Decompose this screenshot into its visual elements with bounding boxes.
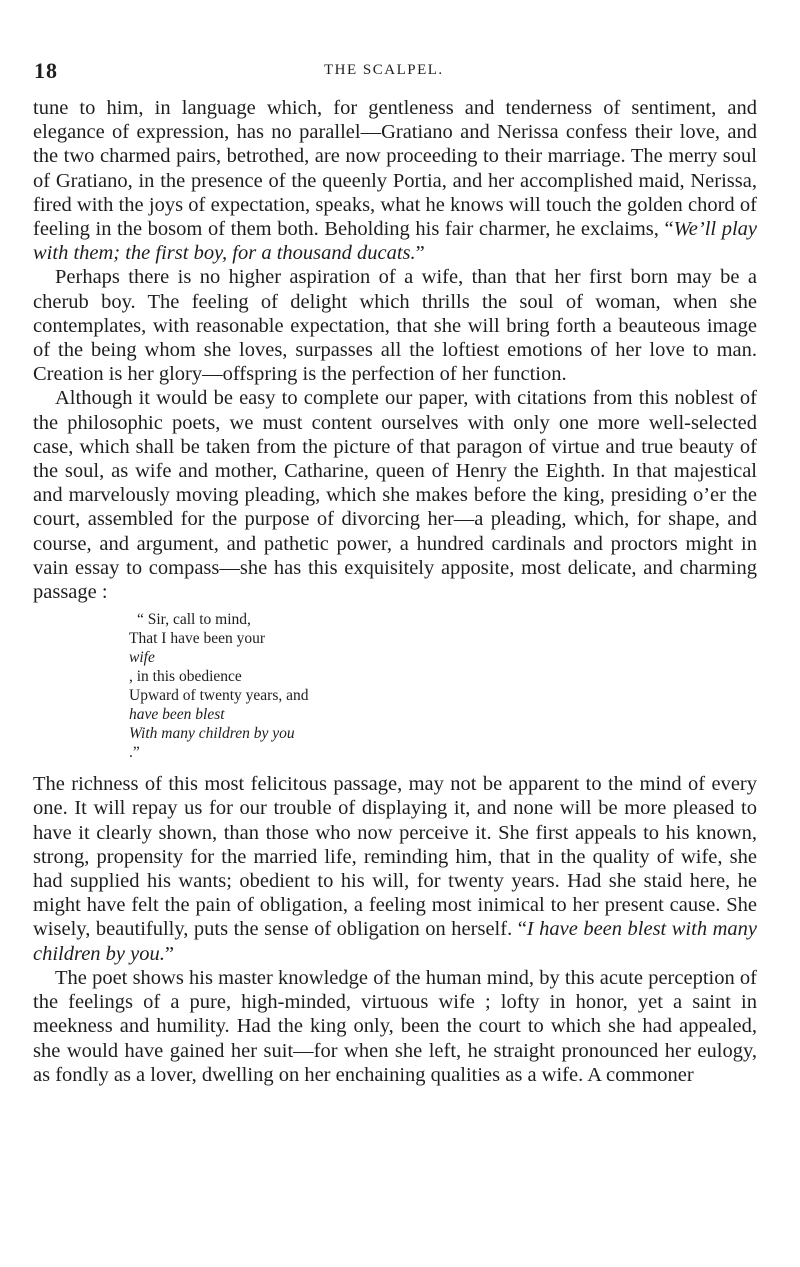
closing-quote-mark: ” [415, 242, 425, 265]
quote-line-4-end: .” [129, 744, 140, 762]
gratiano-quote: We’ll play with them; the first boy, for a thousand ducats. [33, 218, 757, 265]
quote-line-2-end: , in this obedience [129, 668, 242, 686]
quote-line-3-emphasis: have been blest [129, 706, 225, 724]
paragraph-4 [33, 772, 757, 966]
quote-line-1: “ Sir, call to mind, [137, 611, 251, 629]
paragraph-5: The poet shows his master knowledge of the human mind, by this acute perception of the feelings of a pure, high-minded, virtuous wife ; lofty in honor, yet a saint in meekness and humility. Had the king only, been the court to which she had appealed, she would have gained her suit—for when she left, he straight pronounced her eulogy, as fondly as a lover, dwelling on her enchaining qualities as a wife. A commoner [33, 966, 757, 1086]
paragraph-1-text: tune to him, in language which, for gentleness and tenderness of sentiment, and elegance of expression, has no parallel—Gratiano and Nerissa confess their love, and the two charmed pairs, betrothed, are now proceeding to their marriage. The merry soul of Gratiano, in the presence of the queenly Portia, and her accomplished maid, Nerissa, fired with the joys of expectation, speaks, what he knows will touch the golden chord of feeling in the bosom of them both. Beholding his fair charmer, he exclaims, “ [33, 97, 757, 241]
paragraph-1 [33, 96, 757, 265]
paragraph-4-text: The richness of this most felicitous passage, may not be apparent to the mind of every one. It will repay us for our trouble of displaying it, and none will be more pleased to have it clearly shown, than those who now perceive it. She first appeals to his known, strong, propensity for the married life, reminding him, that in the quality of wife, she had supplied his wants; obedient to his will, for twenty years. Had she staid here, he might have felt the pain of obligation, a feeling most inimical to her present cause. She wisely, beautifully, puts the sense of obligation on herself. “ [33, 773, 757, 941]
quote-line-2 [129, 629, 757, 686]
page-number: 18 [34, 58, 58, 83]
quote-line-3 [129, 686, 757, 724]
paragraph-3: Although it would be easy to complete our paper, with citations from this noblest of the philosophic poets, we must content ourselves with only one more well-selected case, which shall be taken from the picture of that paragon of virtue and true beauty of the soul, as wife and mother, Catharine, queen of Henry the Eighth. In that majestical and marvelously moving pleading, which she makes before the king, presiding o’er the court, assembled for the purpose of divorcing her—a pleading, which, for shape, and course, and argument, and pathetic power, a hundred cardinals and proctors might in vain essay to compass—she has this exquisitely apposite, most delicate, and charming passage : [33, 387, 757, 604]
paragraph-2: Perhaps there is no higher aspiration of a wife, than that her first born may be a cherub boy. The feeling of delight which thrills the soul of woman, when she contemplates, with reasonable expectation, that she will bring forth a beauteous image of the being whom she loves, surpasses all the loftiest emotions of her love to man. Creation is her glory—offspring is the perfection of her function. [33, 266, 757, 386]
paragraph-4-end: ” [164, 942, 174, 965]
quote-line-2-emphasis: wife [129, 649, 155, 667]
block-quote [129, 610, 757, 762]
quote-line-4 [129, 724, 757, 762]
quote-line-4-emphasis: With many children by you [129, 725, 295, 743]
body-text [33, 96, 757, 1087]
page-header [34, 58, 754, 88]
quote-line-3-text: Upward of twenty years, and [129, 687, 309, 705]
running-title: THE SCALPEL. [324, 62, 444, 78]
quote-line-2-text: That I have been your [129, 630, 265, 648]
catharine-quote: I have been blest with many children by you. [33, 918, 757, 965]
